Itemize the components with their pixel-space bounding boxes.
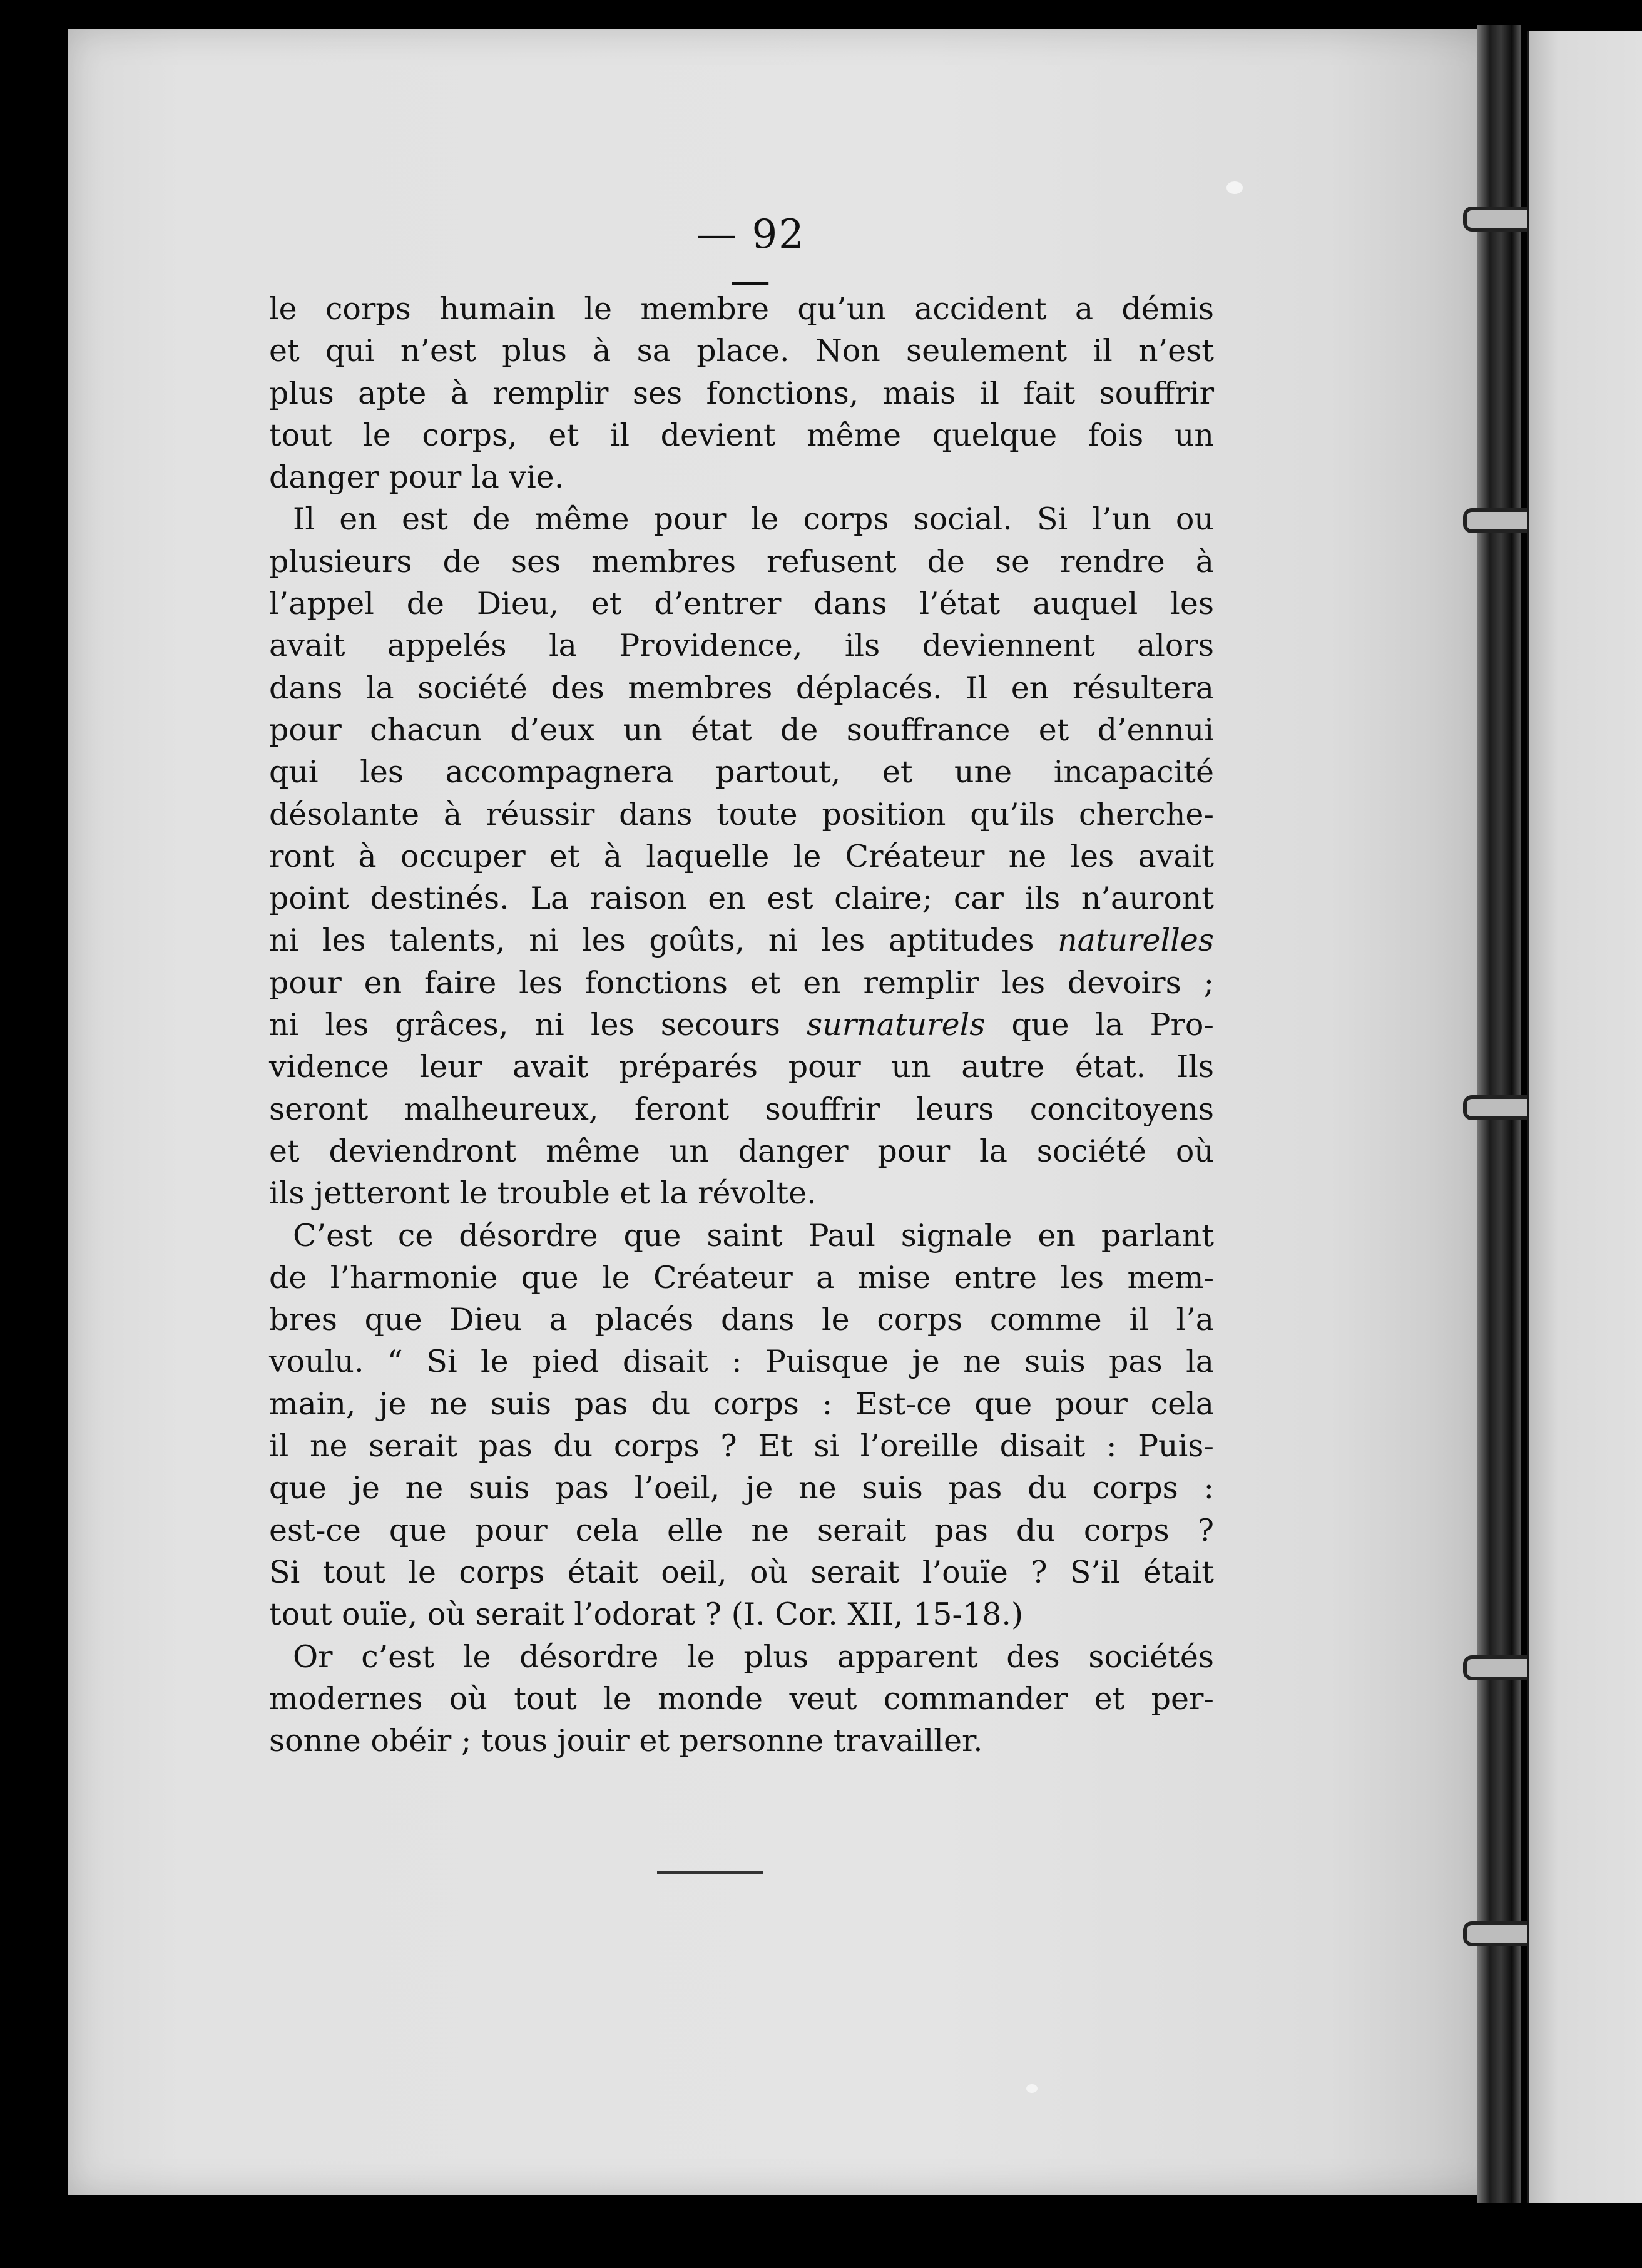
- text-line: pour en faire les fonctions et en remplir les devoirs ;: [269, 964, 1214, 1001]
- text-line: Or c’est le désordre le plus apparent des sociétés: [293, 1638, 1214, 1675]
- paper-speck: [1026, 2084, 1038, 2093]
- end-rule: [657, 1871, 763, 1874]
- text-line: main, je ne suis pas du corps : Est-ce que pour cela: [269, 1386, 1214, 1422]
- text-line: danger pour la vie.: [269, 459, 564, 496]
- text-line: plusieurs de ses membres refusent de se rendre à: [269, 543, 1214, 580]
- text-line: bres que Dieu a placés dans le corps comme il l’a: [269, 1302, 1214, 1338]
- text-line: point destinés. La raison en est claire; car ils n’auront: [269, 881, 1214, 917]
- text-line: le corps humain le membre qu’un accident a démis: [269, 291, 1214, 327]
- text-line: seront malheureux, feront souffrir leurs concitoyens: [269, 1091, 1214, 1127]
- text-line: désolante à réussir dans toute position qu’ils cherche-: [269, 796, 1214, 832]
- page-text: [269, 288, 1214, 1762]
- text-line: l’appel de Dieu, et d’entrer dans l’état auquel les: [269, 586, 1214, 622]
- text-line: plus apte à remplir ses fonctions, mais il fait souffrir: [269, 375, 1214, 411]
- text-line: avait appelés la Providence, ils deviennent alors: [269, 628, 1214, 664]
- text-line: il ne serait pas du corps ? Et si l’oreille disait : Puis-: [269, 1428, 1214, 1464]
- text-line: pour chacun d’eux un état de souffrance et d’ennui: [269, 712, 1214, 748]
- text-line: ils jetteront le trouble et la révolte.: [269, 1175, 817, 1212]
- text-line: vidence leur avait préparés pour un autre état. Ils: [269, 1049, 1214, 1085]
- page-number: — 92 —: [696, 212, 805, 304]
- text-line: que je ne suis pas l’oeil, je ne suis pas du corps :: [269, 1470, 1214, 1506]
- text-line: et qui n’est plus à sa place. Non seulement il n’est: [269, 333, 1214, 369]
- italic-word: naturelles: [1058, 922, 1214, 959]
- text-line: qui les accompagnera partout, et une incapacité: [269, 754, 1214, 790]
- text-line: sonne obéir ; tous jouir et personne travailler.: [269, 1723, 983, 1759]
- text-line: et deviendront même un danger pour la société où: [269, 1133, 1214, 1169]
- text-line: Si tout le corps était oeil, où serait l’ouïe ? S’il était: [269, 1554, 1214, 1590]
- text-line: voulu. “ Si le pied disait : Puisque je ne suis pas la: [269, 1344, 1214, 1380]
- text-line: C’est ce désordre que saint Paul signale en parlant: [293, 1217, 1214, 1254]
- text-line: ront à occuper et à laquelle le Créateur ne les avait: [269, 838, 1214, 874]
- text-line: dans la société des membres déplacés. Il en résultera: [269, 670, 1214, 706]
- text-line: ni les talents, ni les goûts, ni les aptitudes naturelles: [269, 922, 1214, 959]
- text-line: de l’harmonie que le Créateur a mise entre les mem-: [269, 1259, 1214, 1295]
- text-line: tout ouïe, où serait l’odorat ? (I. Cor. XII, 15-18.): [269, 1596, 1024, 1633]
- facing-page-edge: [1527, 31, 1642, 2203]
- italic-word: surnaturels: [807, 1007, 986, 1043]
- text-line: tout le corps, et il devient même quelque fois un: [269, 417, 1214, 453]
- text-line: ni les grâces, ni les secours surnaturels que la Pro-: [269, 1007, 1214, 1043]
- paper-speck: [1226, 181, 1243, 194]
- text-line: Il en est de même pour le corps social. Si l’un ou: [293, 501, 1214, 538]
- text-line: est-ce que pour cela elle ne serait pas du corps ?: [269, 1512, 1214, 1548]
- text-line: modernes où tout le monde veut commander et per-: [269, 1680, 1214, 1717]
